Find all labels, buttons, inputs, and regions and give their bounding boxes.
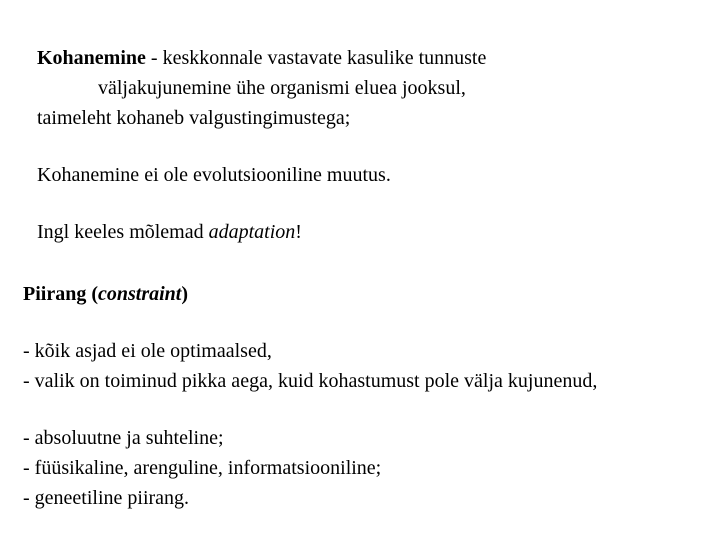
list-item: - kõik asjad ei ole optimaalsed, <box>23 340 272 362</box>
list-item: - füüsikaline, arenguline, informatsiooniline; <box>23 457 382 479</box>
term-adaptation: adaptation <box>208 221 296 243</box>
heading-prefix: Piirang ( <box>23 283 98 305</box>
definition-line-2: väljakujunemine ühe organismi eluea jooksul, <box>98 77 466 99</box>
heading-term-constraint: constraint <box>98 283 182 305</box>
section-heading-constraint <box>23 284 188 304</box>
definition-text-part1: - keskkonnale vastavate kasulike tunnuste <box>145 47 487 69</box>
list-item: - valik on toiminud pikka aega, kuid kohastumust pole välja kujunenud, <box>23 370 598 392</box>
list-item: - absoluutne ja suhteline; <box>23 427 224 449</box>
statement-not-evolution: Kohanemine ei ole evolutsiooniline muutus. <box>37 164 391 186</box>
english-note-prefix: Ingl keeles mõlemad <box>37 221 209 243</box>
english-term-note <box>37 222 302 242</box>
definition-example: taimeleht kohaneb valgustingimustega; <box>37 107 351 129</box>
definition-line-1 <box>37 48 486 68</box>
english-note-suffix: ! <box>295 221 302 243</box>
term-kohanemine: Kohanemine <box>37 47 146 69</box>
heading-suffix: ) <box>181 283 189 305</box>
list-item: - geneetiline piirang. <box>23 487 190 509</box>
